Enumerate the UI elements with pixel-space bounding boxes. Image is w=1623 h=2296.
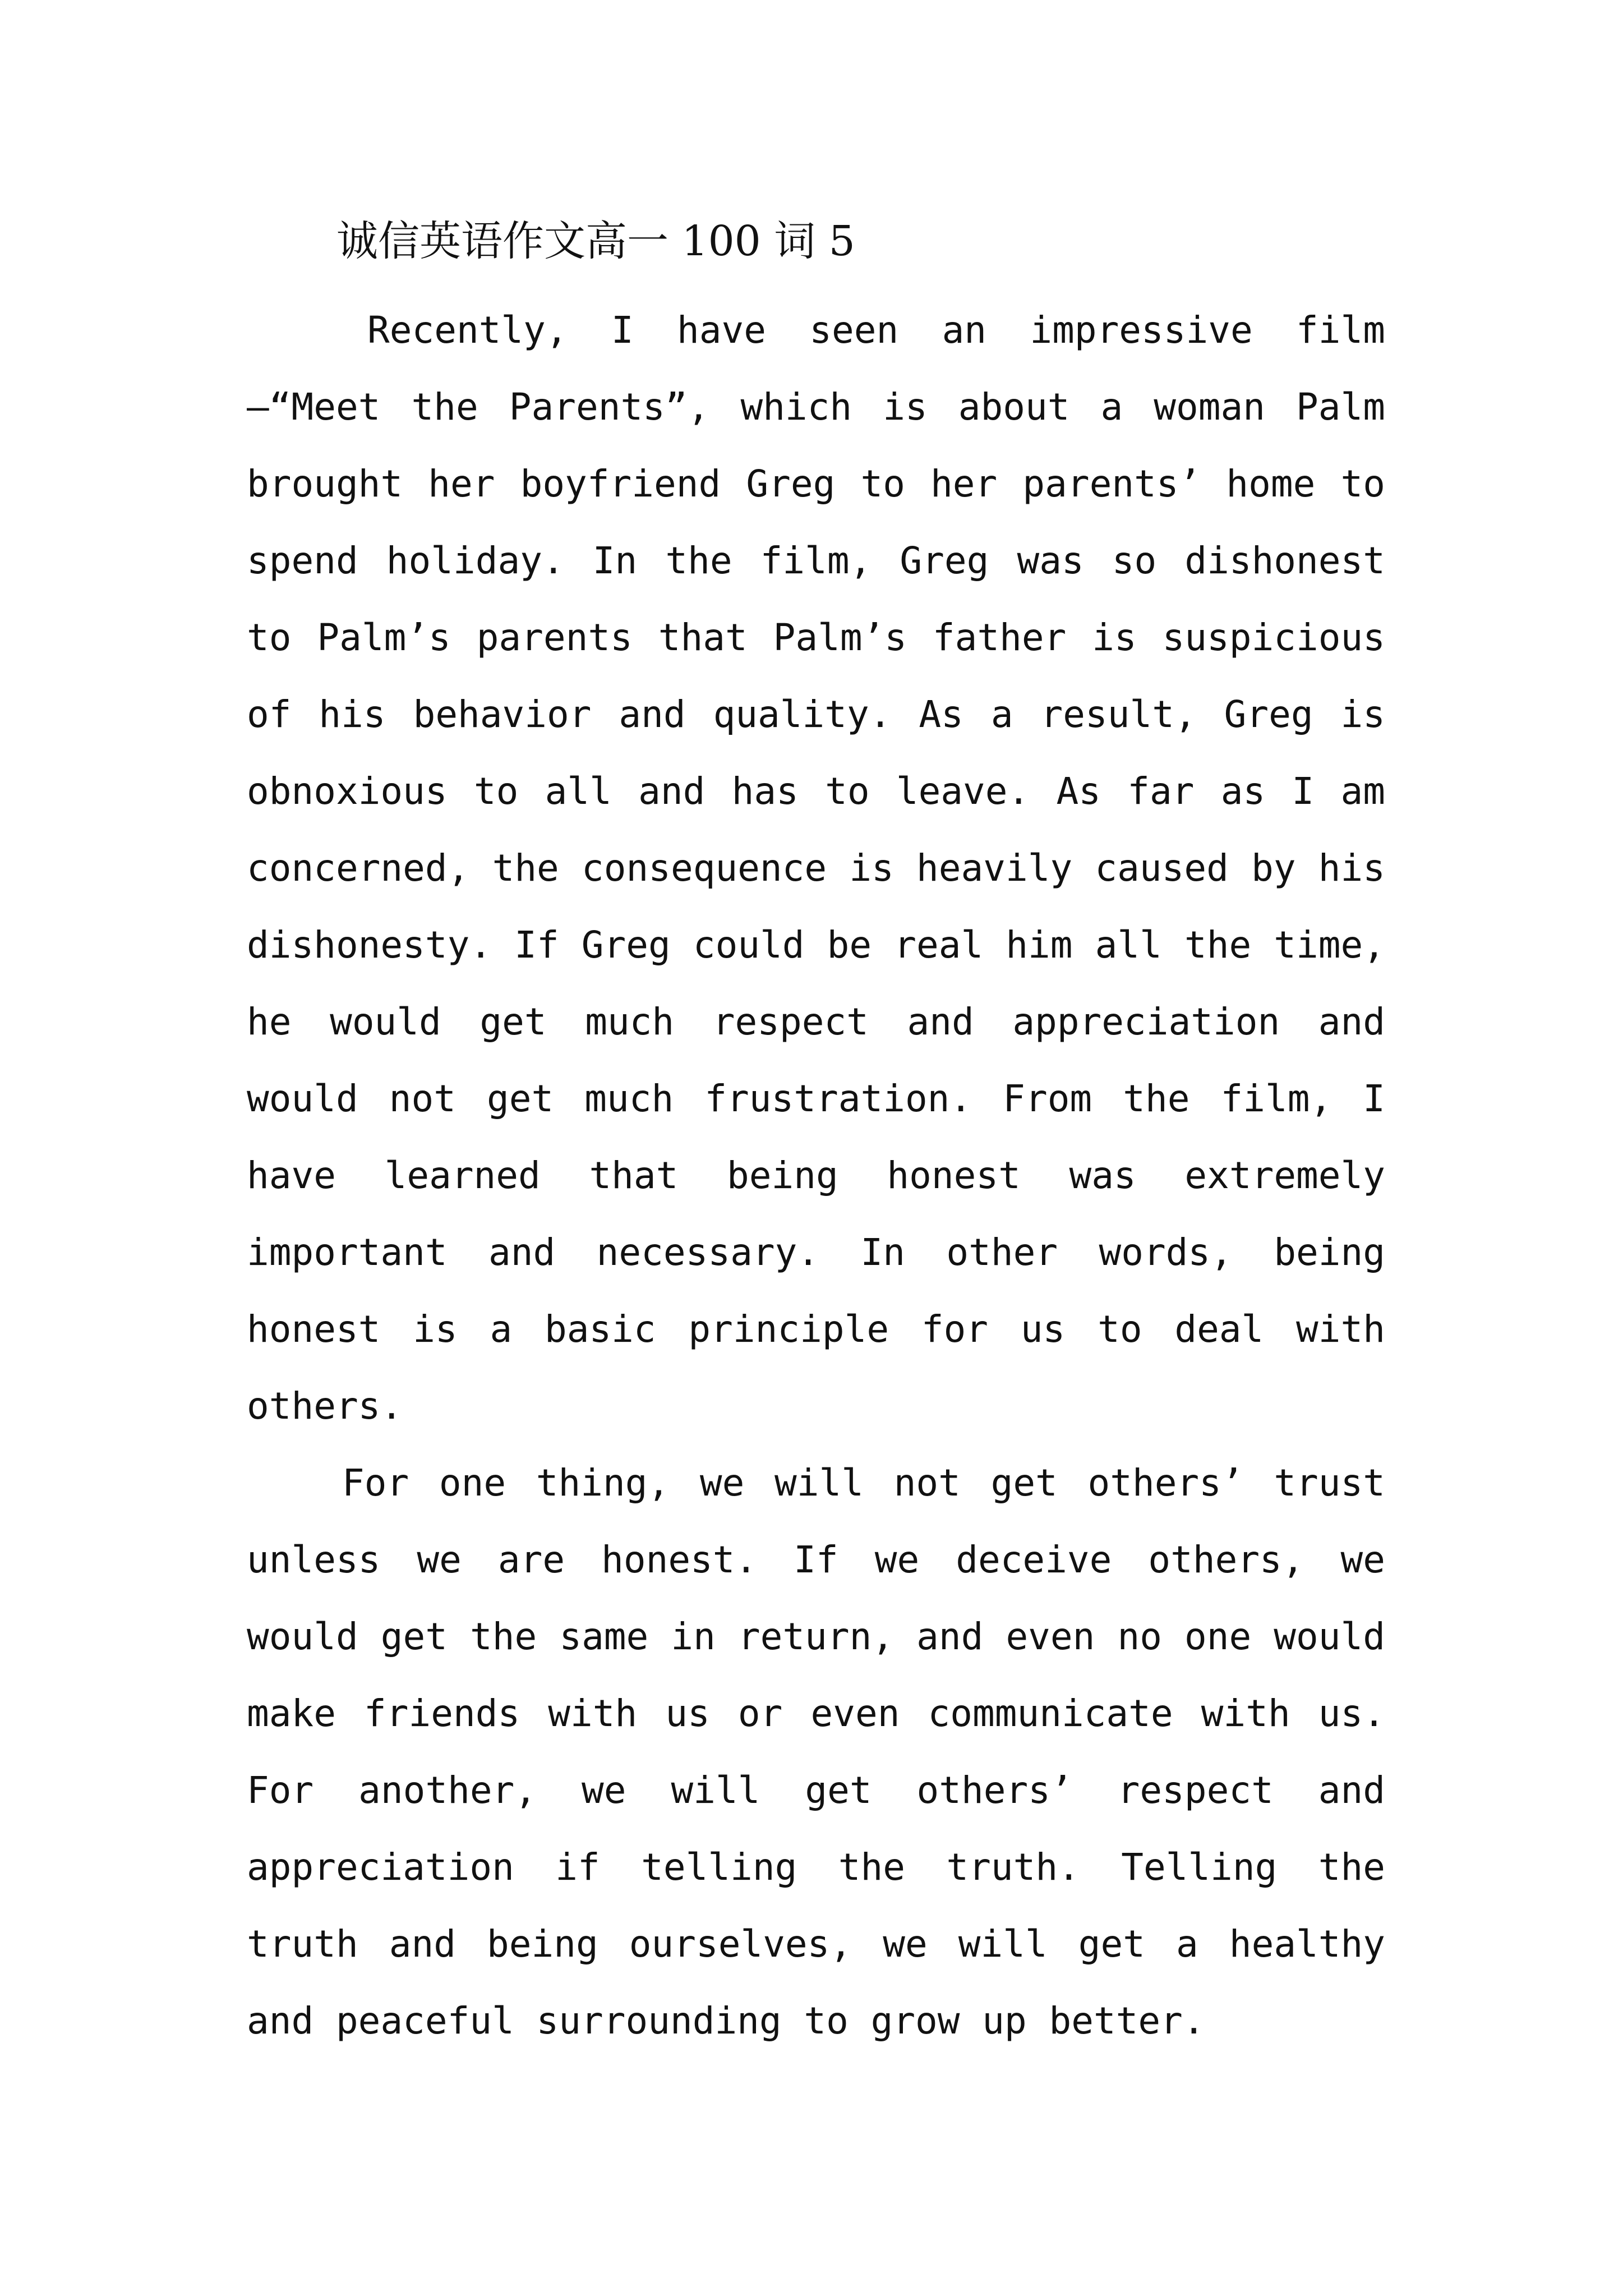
paragraph-2: For one thing, we will not get others’ trust unless we are honest. If we deceive others, we would get the same in return, and even no one would make friends with us or even communicate with us. For another, we will get others’ respect and appreciation if telling the truth. Telling the truth and being ourselves, we will get a healthy and peaceful surrounding to grow up better. (247, 1461, 1385, 2042)
document-title: 诚信英语作文高一 100 词 5 (336, 217, 855, 265)
document-body (247, 292, 1385, 2059)
paragraph-1: Recently, I have seen an impressive film—“Meet the Parents”, which is about a woman Palm brought her boyfriend Greg to her parents’ home to spend holiday. In the film, Greg was so dishonest to Palm’s parents that Palm’s father is suspicious of his behavior and quality. As a result, Greg is obnoxious to all and has to leave. As far as I am concerned, the consequence is heavily caused by his dishonesty. If Greg could be real him all the time, he would get much respect and appreciation and would not get much frustration. From the film, I have learned that being honest was extremely important and necessary. In other words, being honest is a basic principle for us to deal with others. (247, 309, 1385, 1428)
